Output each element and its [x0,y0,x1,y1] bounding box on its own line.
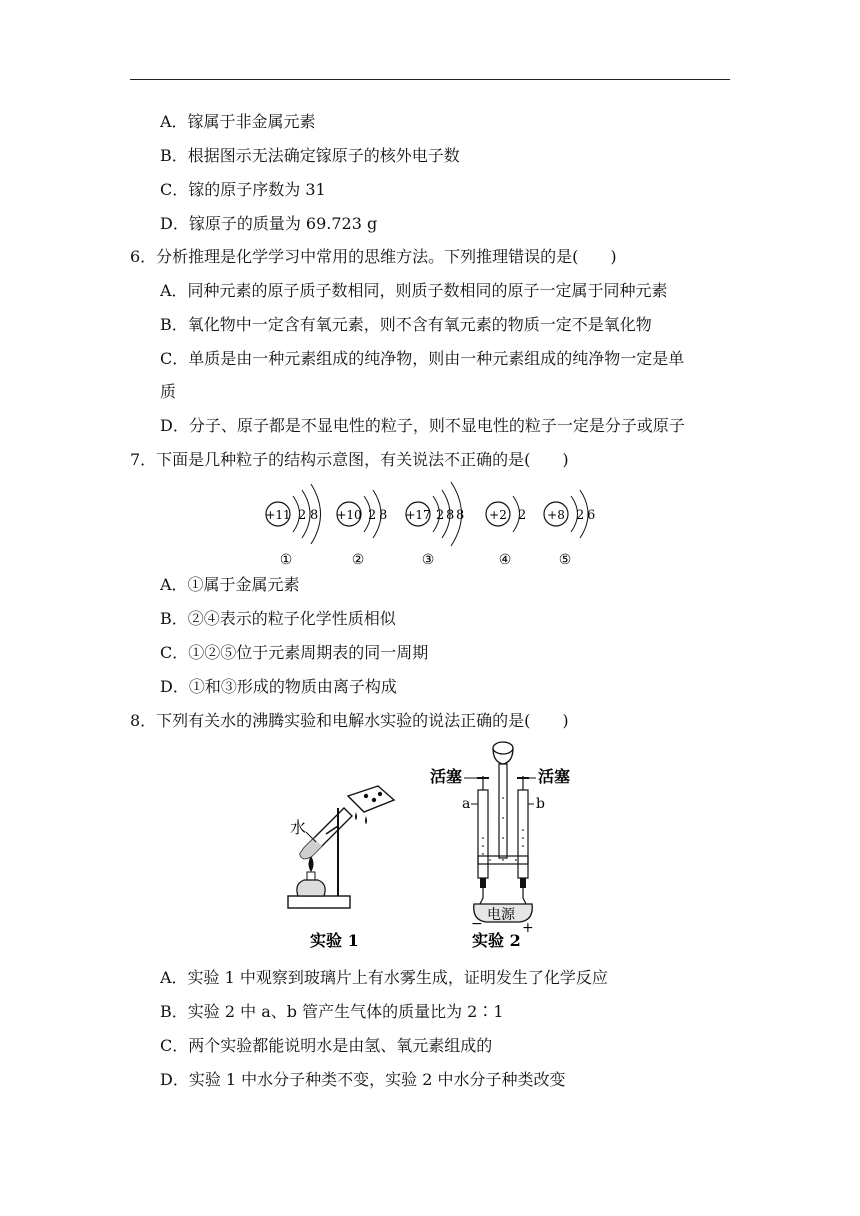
q5-option-c: C．镓的原子序数为 31 [160,180,326,199]
q7-option-c: C．①②⑤位于元素周期表的同一周期 [160,643,429,662]
particle-1 [265,484,320,568]
atomic-structure-diagrams [250,474,610,570]
q5-option-a: A．镓属于非金属元素 [160,112,316,131]
particle-5-label: ⑤ [558,552,572,568]
tube-a-label: a [462,796,471,812]
stopcock-left-label: 活塞 [430,767,463,786]
tube-b-label: b [536,796,545,812]
q6-option-b: B．氧化物中一定含有氧元素，则不含有氧元素的物质一定不是氧化物 [160,315,652,334]
header-rule [130,79,730,80]
q6-option-c-cont: 质 [160,382,177,401]
particle-1-label: ① [279,552,293,568]
q6-option-c: C．单质是由一种元素组成的纯净物，则由一种元素组成的纯净物一定是单 [160,349,685,368]
q7-option-a: A．①属于金属元素 [160,575,300,594]
q6-option-d: D．分子、原子都是不显电性的粒子，则不显电性的粒子一定是分子或原子 [160,416,685,435]
q7-stem: 7．下面是几种粒子的结构示意图，有关说法不正确的是( ) [130,450,569,469]
experiment-1-apparatus [288,786,394,950]
particle-2 [336,490,387,568]
q8-option-b: B．实验 2 中 a、b 管产生气体的质量比为 2∶1 [160,1002,504,1021]
q8-option-c: C．两个实验都能说明水是由氢、氧元素组成的 [160,1036,493,1055]
particle-2-shell-1: 2 [368,508,377,523]
particle-4-nucleus: +2 [489,508,507,522]
experiment-figure [280,738,600,956]
particle-5-shell-2: 6 [587,508,596,523]
particle-5 [544,490,595,568]
particle-5-shell-1: 2 [576,508,585,523]
particle-4 [486,496,526,568]
water-label: 水 [290,818,307,837]
particle-3-nucleus: +17 [405,508,431,522]
particle-3-shell-2: 8 [446,508,455,523]
power-plus-label: + [522,920,534,936]
particle-4-label: ④ [498,552,512,568]
q8-stem: 8．下列有关水的沸腾实验和电解水实验的说法正确的是( ) [130,711,569,730]
experiment-1-caption: 实验 1 [310,931,359,950]
experiment-2-apparatus [430,742,570,950]
q8-option-d: D．实验 1 中水分子种类不变，实验 2 中水分子种类改变 [160,1070,566,1089]
particle-3-shell-3: 8 [456,508,465,523]
experiment-2-caption: 实验 2 [472,931,521,950]
q7-option-b: B．②④表示的粒子化学性质相似 [160,609,396,628]
particle-5-nucleus: +8 [547,508,565,522]
q5-option-d: D．镓原子的质量为 69.723 g [160,214,378,233]
particle-2-label: ② [351,552,365,568]
particle-2-nucleus: +10 [336,508,362,522]
particle-4-shell-1: 2 [518,508,527,523]
q7-option-d: D．①和③形成的物质由离子构成 [160,677,397,696]
particle-3-label: ③ [421,552,435,568]
particle-1-shell-1: 2 [298,508,307,523]
particle-1-nucleus: +11 [265,508,291,522]
particle-1-shell-2: 8 [310,508,319,523]
stopcock-right-label: 活塞 [538,767,571,786]
power-supply-label: 电源 [487,907,515,923]
particle-3 [405,482,464,568]
power-minus-label: − [471,916,483,932]
particle-2-shell-2: 8 [379,508,388,523]
q6-stem: 6．分析推理是化学学习中常用的思维方法。下列推理错误的是( ) [130,247,617,266]
q6-option-a: A．同种元素的原子质子数相同，则质子数相同的原子一定属于同种元素 [160,281,668,300]
q5-option-b: B．根据图示无法确定镓原子的核外电子数 [160,146,460,165]
particle-3-shell-1: 2 [436,508,445,523]
q8-option-a: A．实验 1 中观察到玻璃片上有水雾生成，证明发生了化学反应 [160,968,608,987]
